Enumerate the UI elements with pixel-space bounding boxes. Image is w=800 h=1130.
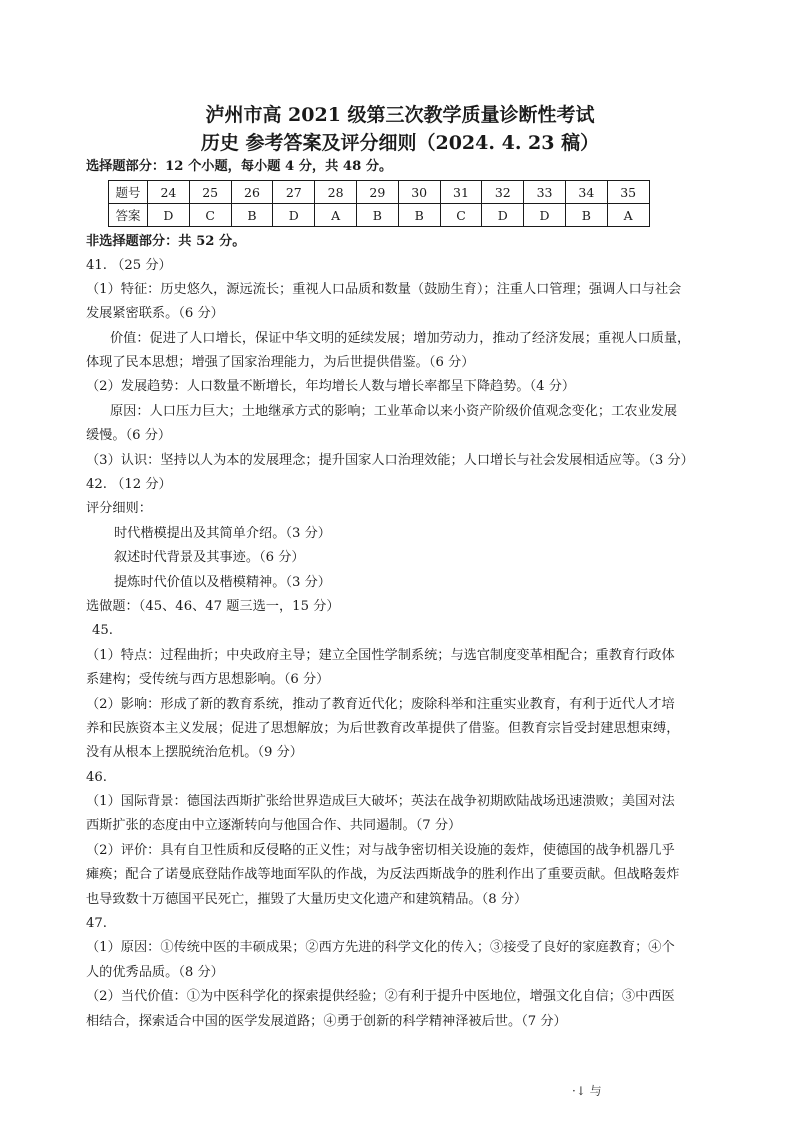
q45-line: 系建构；受传统与西方思想影响。（6 分） [86, 672, 330, 687]
table-cell: C [440, 204, 482, 227]
elective-heading: 选做题：（45、46、47 题三选一，15 分） [86, 599, 340, 614]
table-cell: B [231, 204, 273, 227]
q46-line: （2）评价：具有自卫性质和反侵略的正义性；对与战争密切相关设施的轰炸，使德国的战争机器几乎 [86, 843, 675, 858]
table-cell: D [273, 204, 315, 227]
q46-line: （1）国际背景：德国法西斯扩张给世界造成巨大破坏；英法在战争初期欧陆战场迅速溃败；美国对法 [86, 794, 675, 809]
q41-line: （1）特征：历史悠久，源远流长；重视人口品质和数量（鼓励生育）；注重人口管理；强调人口与社会 [86, 282, 682, 297]
q47-line: 人的优秀品质。（8 分） [86, 965, 224, 980]
q47-line: 相结合，探索适合中国的医学发展道路；④勇于创新的科学精神泽被后世。（7 分） [86, 1014, 567, 1029]
table-row [109, 204, 650, 227]
q41-line: 缓慢。（6 分） [86, 428, 172, 443]
table-cell: 30 [398, 181, 440, 204]
q46-line: 也导致数十万德国平民死亡，摧毁了大量历史文化遗产和建筑精品。（8 分） [86, 892, 528, 907]
table-cell: 26 [231, 181, 273, 204]
q45-line: （2）影响：形成了新的教育系统，推动了教育近代化；废除科举和注重实业教育，有利于近代人才培 [86, 697, 675, 712]
q46-line: 西斯扩张的态度由中立逐渐转向与他国合作、共同遏制。（7 分） [86, 818, 462, 833]
exam-title: 泸州市高 2021 级第三次教学质量诊断性考试 [205, 104, 595, 126]
q47-line: （1）原因：①传统中医的丰硕成果；②西方先进的科学文化的传入；③接受了良好的家庭教育；④个 [86, 940, 675, 955]
table-cell: D [482, 204, 524, 227]
q45-line: （1）特点：过程曲折；中央政府主导；建立全国性学制系统；与选官制度变革相配合；重教育行政体 [86, 648, 675, 663]
q42-line: 评分细则： [86, 501, 152, 516]
table-cell: A [315, 204, 357, 227]
q42-line: 时代楷模提出及其简单介绍。（3 分） [114, 526, 331, 541]
q45-line: 没有从根本上摆脱统治危机。（9 分） [86, 745, 303, 760]
row-label-answer: 答案 [109, 204, 148, 227]
q46-line: 瘫痪；配合了诺曼底登陆作战等地面军队的作战，为反法西斯战争的胜利作出了重要贡献。但战略轰炸 [86, 867, 680, 882]
q41-heading: 41. （25 分） [86, 258, 172, 273]
table-cell: B [398, 204, 440, 227]
page-footer-mark: ·↓ 与 [572, 1084, 602, 1098]
table-cell: 32 [482, 181, 524, 204]
q42-heading: 42. （12 分） [86, 477, 172, 492]
table-cell: A [607, 204, 649, 227]
exam-subtitle: 历史 参考答案及评分细则（2024. 4. 23 稿） [200, 132, 600, 154]
table-cell: 35 [607, 181, 649, 204]
q45-line: 养和民族资本主义发展；促进了思想解放；为后世教育改革提供了借鉴。但教育宗旨受封建思想束缚， [86, 721, 680, 736]
q46-heading: 46. [86, 770, 107, 785]
table-cell: 24 [148, 181, 190, 204]
q41-line: （3）认识：坚持以人为本的发展理念；提升国家人口治理效能；人口增长与社会发展相适应等。（3 分） [86, 453, 694, 468]
table-cell: 31 [440, 181, 482, 204]
table-cell: 33 [524, 181, 566, 204]
table-cell: B [565, 204, 607, 227]
table-cell: 25 [189, 181, 231, 204]
q41-line: （2）发展趋势：人口数量不断增长，年均增长人数与增长率都呈下降趋势。（4 分） [86, 379, 576, 394]
q42-line: 叙述时代背景及其事迹。（6 分） [114, 550, 305, 565]
table-cell: D [148, 204, 190, 227]
row-label-number: 题号 [109, 181, 148, 204]
q42-line: 提炼时代价值以及楷模精神。（3 分） [114, 575, 331, 590]
q41-line: 原因：人口压力巨大；土地继承方式的影响；工业革命以来小资产阶级价值观念变化；工农业发展 [110, 404, 678, 419]
answer-key-table [108, 180, 650, 227]
table-cell: 29 [356, 181, 398, 204]
table-cell: D [524, 204, 566, 227]
q47-line: （2）当代价值：①为中医科学化的探索提供经验；②有利于提升中医地位，增强文化自信；③中西医 [86, 989, 675, 1004]
q41-line: 发展紧密联系。（6 分） [86, 306, 224, 321]
choice-section-heading: 选择题部分：12 个小题，每小题 4 分，共 48 分。 [86, 159, 393, 174]
q41-line: 价值：促进了人口增长，保证中华文明的延续发展；增加劳动力，推动了经济发展；重视人口质量， [110, 331, 691, 346]
q41-line: 体现了民本思想；增强了国家治理能力，为后世提供借鉴。（6 分） [86, 355, 475, 370]
table-row [109, 181, 650, 204]
table-cell: B [356, 204, 398, 227]
q45-heading: 45. [92, 623, 113, 638]
table-cell: 27 [273, 181, 315, 204]
non-choice-heading: 非选择题部分：共 52 分。 [86, 234, 246, 249]
table-cell: 34 [565, 181, 607, 204]
table-cell: 28 [315, 181, 357, 204]
q47-heading: 47. [86, 916, 107, 931]
table-cell: C [189, 204, 231, 227]
